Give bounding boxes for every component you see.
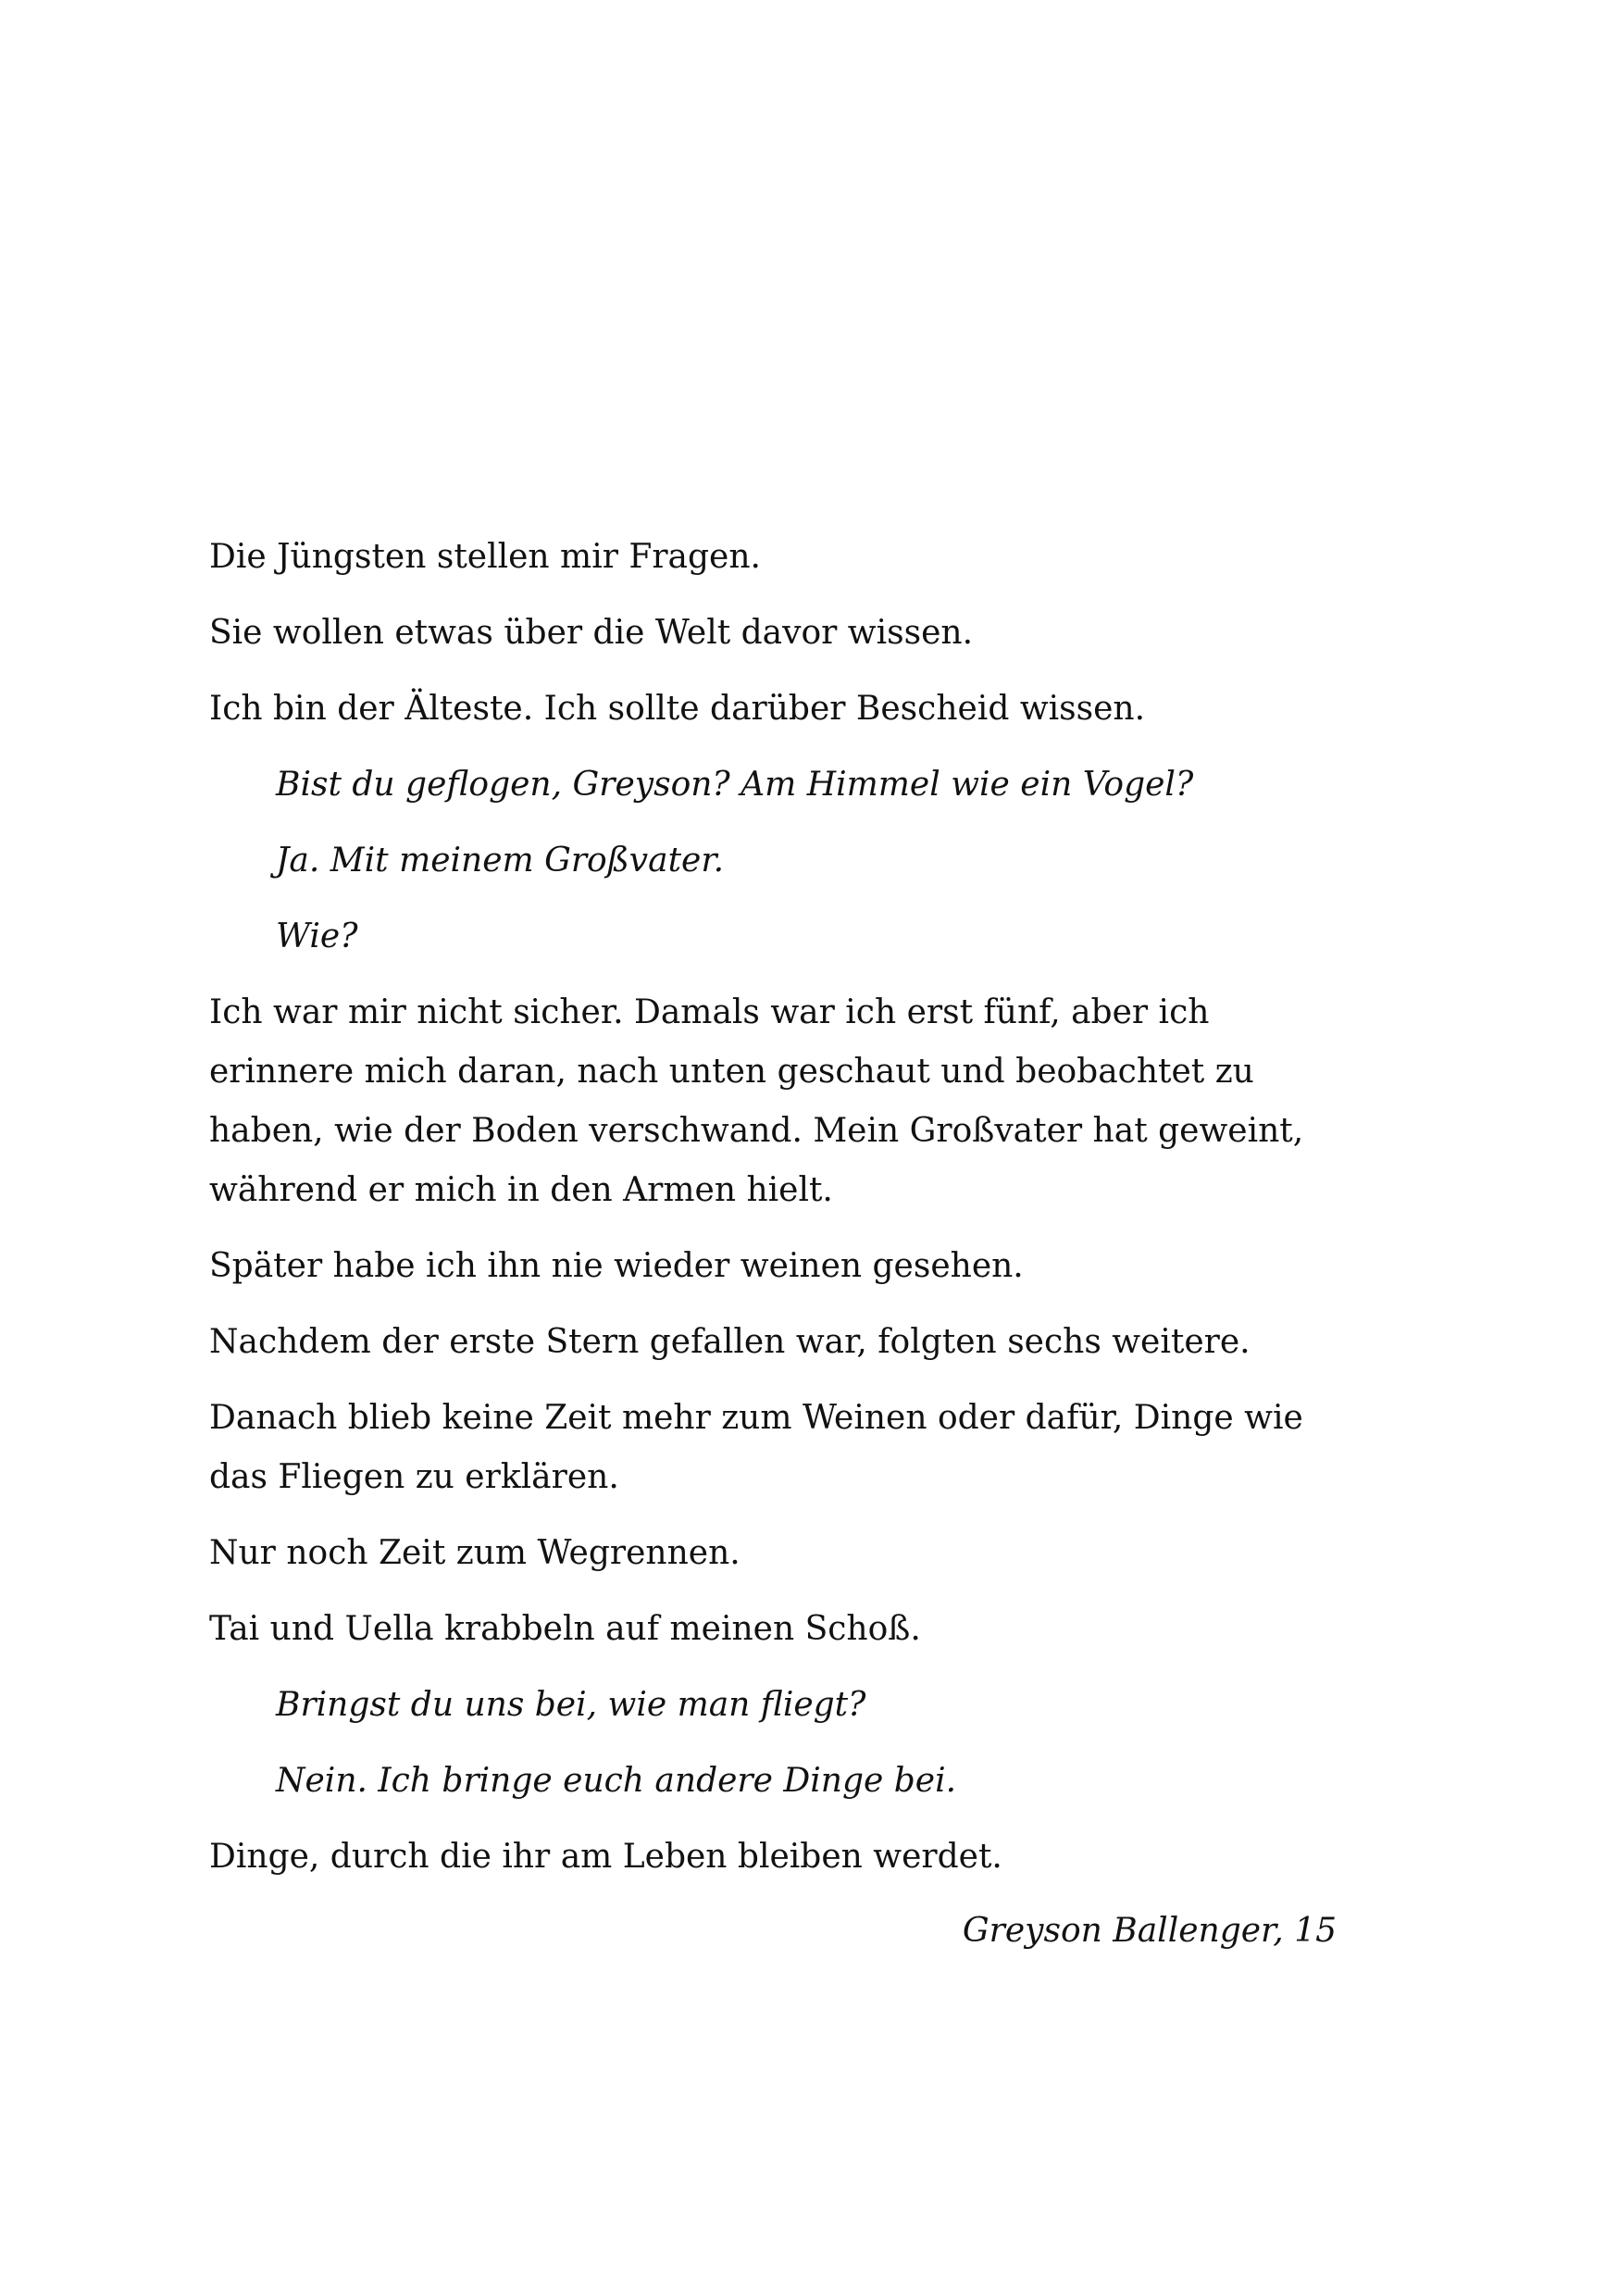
- dialogue-line: Bringst du uns bei, wie man fliegt?: [276, 1686, 866, 1724]
- dialogue-line: Wie?: [276, 917, 358, 955]
- poem-line: Die Jüngsten stellen mir Fragen.: [209, 538, 761, 576]
- poem-line: Ich bin der Älteste. Ich sollte darüber Bescheid wissen.: [209, 690, 1146, 728]
- poem-line: Später habe ich ihn nie wieder weinen gesehen.: [209, 1247, 1024, 1285]
- poem-line: Dinge, durch die ihr am Leben bleiben werdet.: [209, 1838, 1002, 1876]
- author-signature: Greyson Ballenger, 15: [962, 1912, 1337, 1950]
- dialogue-line: Ja. Mit meinem Großvater.: [276, 842, 725, 880]
- poem-line: Sie wollen etwas über die Welt davor wissen.: [209, 614, 974, 652]
- poem-line: Nur noch Zeit zum Wegrennen.: [209, 1534, 741, 1572]
- poem-paragraph: Danach blieb keine Zeit mehr zum Weinen oder dafür, Dinge wie das Fliegen zu erklären.: [209, 1399, 1303, 1496]
- poem-line: Nachdem der erste Stern gefallen war, folgten sechs weitere.: [209, 1323, 1251, 1361]
- poem-paragraph: Ich war mir nicht sicher. Damals war ich erst fünf, aber ich erinnere mich daran, nach unten geschaut und beobachtet zu haben, wie der Boden verschwand. Mein Großvater hat geweint, während er mich in den Armen hielt.: [209, 993, 1304, 1209]
- dialogue-line: Bist du geflogen, Greyson? Am Himmel wie ein Vogel?: [276, 766, 1194, 804]
- poem-text: [209, 528, 1348, 1903]
- dialogue-line: Nein. Ich bringe euch andere Dinge bei.: [276, 1762, 957, 1800]
- poem-line: Tai und Uella krabbeln auf meinen Schoß.: [209, 1610, 921, 1648]
